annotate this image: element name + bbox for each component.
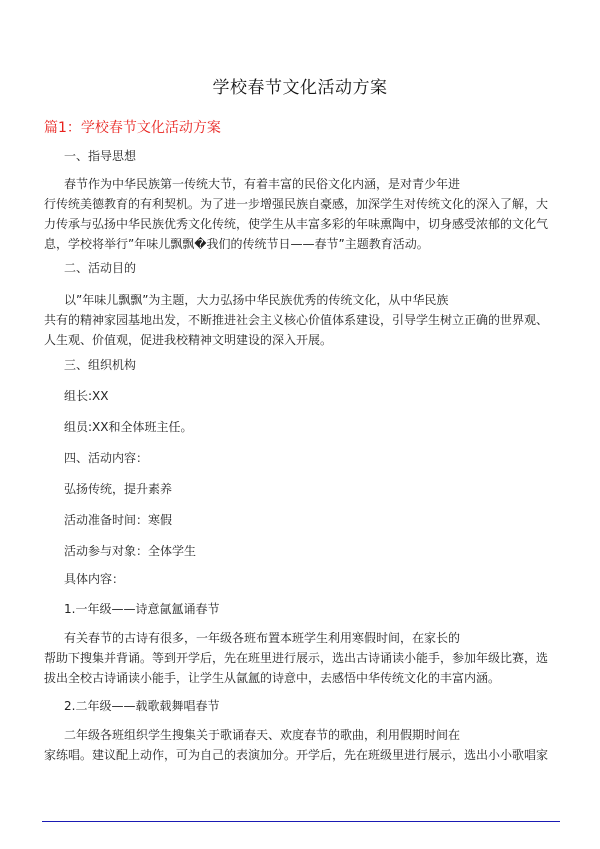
- section-heading: 篇1：学校春节文化活动方案: [44, 120, 221, 136]
- members-line: 组员:XX和全体班主任。: [64, 420, 193, 434]
- details-label: 具体内容：: [64, 572, 125, 586]
- prep-time-line: 活动准备时间：寒假: [64, 513, 173, 527]
- heading-activity-purpose: 二、活动目的: [64, 261, 137, 275]
- paragraph-line: 有关春节的古诗有很多，一年级各班布置本班学生利用寒假时间，在家长的: [64, 631, 461, 645]
- item1-title: 1.一年级——诗意氤氲诵春节: [64, 602, 220, 616]
- leader-line: 组长:XX: [64, 389, 109, 403]
- paragraph-activity-purpose: [44, 290, 564, 350]
- page-bottom-rule: [42, 821, 560, 822]
- heading-organization: 三、组织机构: [64, 358, 137, 372]
- participants-line: 活动参与对象：全体学生: [64, 544, 197, 558]
- paragraph-line: 春节作为中华民族第一传统大节，有着丰富的民俗文化内涵，是对青少年进: [64, 177, 461, 191]
- paragraph-line: 帮助下搜集并背诵。等到开学后，先在班里进行展示，选出古诗诵读小能手，参加年级比赛，选: [44, 651, 549, 665]
- item2-title: 2.二年级——载歌载舞唱春节: [64, 699, 220, 713]
- paragraph-line: 以”年味儿飘飘”为主题，大力弘扬中华民族优秀的传统文化，从中华民族: [64, 293, 449, 307]
- paragraph-line: 家练唱。建议配上动作，可为自己的表演加分。开学后，先在班级里进行展示，选出小小歌唱家: [44, 748, 549, 762]
- paragraph-guiding-ideology: [44, 174, 564, 254]
- paragraph-item2: [44, 725, 564, 765]
- paragraph-line: 拔出全校古诗诵读小能手，让学生从氤氲的诗意中，去感悟中华传统文化的丰富内涵。: [44, 671, 501, 685]
- paragraph-line: 二年级各班组织学生搜集关于歌诵春天、欢度春节的歌曲，利用假期时间在: [64, 728, 461, 742]
- document-title: 学校春节文化活动方案: [212, 78, 388, 98]
- paragraph-line: 息，学校将举行”年味儿飘飘�我们的传统节日——春节”主题教育活动。: [44, 237, 429, 251]
- paragraph-line: 力传承与弘扬中华民族优秀文化传统，使学生从丰富多彩的年味熏陶中，切身感受浓郁的文化气: [44, 217, 549, 231]
- paragraph-item1: [44, 628, 564, 688]
- activity-theme: 弘扬传统，提升素养: [64, 482, 173, 496]
- heading-guiding-ideology: 一、指导思想: [64, 149, 137, 163]
- heading-activity-content: 四、活动内容：: [64, 451, 149, 465]
- paragraph-line: 人生观、价值观，促进我校精神文明建设的深入开展。: [44, 333, 333, 347]
- paragraph-line: 共有的精神家园基地出发，不断推进社会主义核心价值体系建设，引导学生树立正确的世界观、: [44, 313, 549, 327]
- paragraph-line: 行传统美德教育的有利契机。为了进一步增强民族自豪感，加深学生对传统文化的深入了解，大: [44, 197, 549, 211]
